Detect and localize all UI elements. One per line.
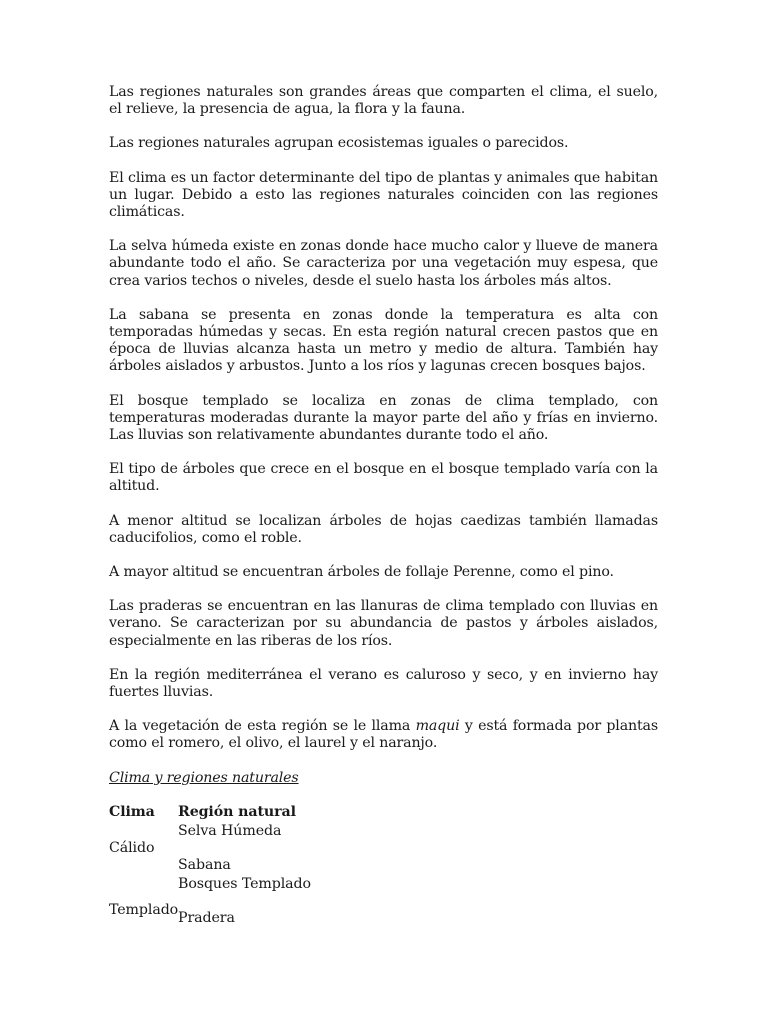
table-cell-pradera: Pradera — [178, 909, 235, 926]
maqui-text-before: A la vegetación de esta región se le llama — [109, 718, 416, 735]
paragraph-sabana: La sabana se presenta en zonas donde la temperatura es alta con temporadas húmedas y secas. En esta región natural crecen pastos que en época de lluvias alcanza hasta un metro y medio de altura. También hay árboles aislados y arbustos. Junto a los ríos y lagunas crecen bosques bajos. — [109, 306, 658, 375]
paragraph-selva-humeda: La selva húmeda existe en zonas donde hace mucho calor y llueve de manera abundante todo el año. Se caracteriza por una vegetación muy espesa, que crea varios techos o niveles, desde el suelo hasta los árboles más altos. — [109, 238, 658, 289]
paragraph-clima-factor: El clima es un factor determinante del tipo de plantas y animales que habitan un lugar. Debido a esto las regiones naturales coinciden con las regiones climáticas. — [109, 169, 658, 221]
paragraph-mediterranea: En la región mediterránea el verano es caluroso y seco, y en invierno hay fuertes lluvias. — [109, 666, 658, 701]
maqui-emphasis: maqui — [415, 718, 460, 735]
paragraph-mayor-altitud: A mayor altitud se encuentran árboles de follaje Perenne, como el pino. — [109, 564, 614, 581]
paragraph-tipo-arboles: El tipo de árboles que crece en el bosque en el bosque templado varía con la altitud. — [109, 461, 658, 495]
table-cell-templado: Templado — [109, 901, 179, 918]
section-title: Clima y regiones naturales — [109, 769, 299, 786]
document-page — [109, 84, 658, 934]
table-header-region: Región natural — [178, 803, 296, 820]
maqui-text-after: y está formada por plantas como el romero, el olivo, el laurel y el naranjo. — [109, 718, 658, 752]
table-cell-selva: Selva Húmeda — [178, 822, 282, 839]
paragraph-regiones-definicion: Las regiones naturales son grandes áreas que comparten el clima, el suelo, el relieve, la presencia de agua, la flora y la fauna. — [109, 84, 658, 118]
paragraph-praderas: Las praderas se encuentran en las llanuras de clima templado con lluvias en verano. Se caracterizan por su abundancia de pastos y árboles aislados, especialmente en las riberas de los ríos. — [109, 598, 658, 649]
table-cell-bosques: Bosques Templado — [178, 875, 311, 892]
paragraph-ecosistemas: Las regiones naturales agrupan ecosistemas iguales o parecidos. — [109, 135, 569, 152]
paragraph-maqui — [109, 718, 658, 752]
table-cell-sabana: Sabana — [178, 856, 231, 873]
table-header-clima: Clima — [109, 803, 155, 820]
climate-table — [109, 804, 658, 934]
table-cell-calido: Cálido — [109, 839, 155, 856]
paragraph-bosque-templado: El bosque templado se localiza en zonas de clima templado, con temperaturas moderadas durante la mayor parte del año y frías en invierno. Las lluvias son relativamente abundantes durante todo el año. — [109, 392, 658, 444]
paragraph-menor-altitud: A menor altitud se localizan árboles de hojas caedizas también llamadas caducifolios, como el roble. — [109, 512, 658, 546]
